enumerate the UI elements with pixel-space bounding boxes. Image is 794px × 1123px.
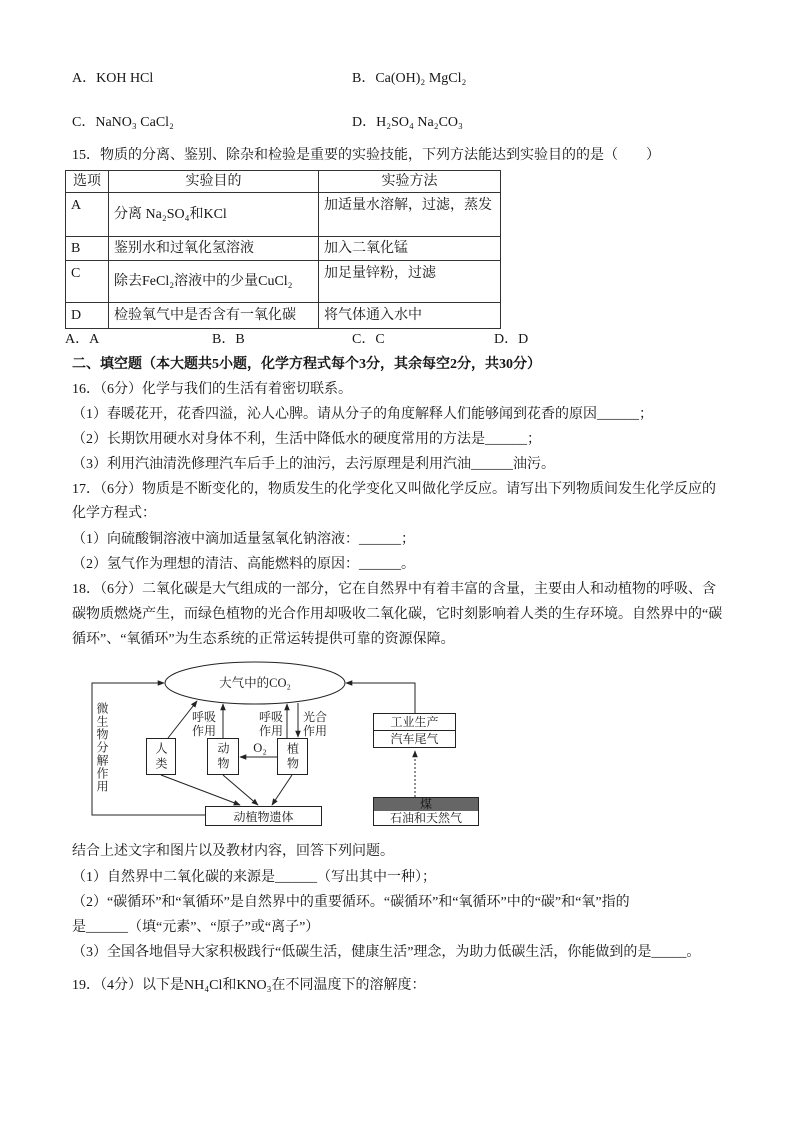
respiration-label: 呼吸作用 (192, 710, 217, 738)
experiment-table (65, 170, 501, 329)
q16-item-3: （3）利用汽油清洗修理汽车后手上的油污，去污原理是利用汽油______油污。 (72, 457, 555, 472)
table-cell-method: 加适量水溶解，过滤，蒸发 (319, 193, 501, 237)
q18-item-2-line-2: 是______（填“元素”、“原子”或“离子”） (72, 920, 320, 935)
oxygen-label: O₂ (253, 741, 267, 755)
table-header-row (66, 171, 501, 193)
q17-item-2: （2）氢气作为理想的清洁、高能燃料的原因：______。 (72, 557, 415, 572)
option-d: D．H₂SO₄ Na₂CO₃ (352, 115, 463, 130)
q19-stem: 19．（4分）以下是NH₄Cl和KNO₃在不同温度下的溶解度： (72, 978, 426, 993)
table-cell-purpose: 鉴别水和过氧化氢溶液 (109, 237, 319, 261)
plants-box (277, 738, 308, 775)
table-cell-purpose: 除去FeCl₂溶液中的少量CuCl₂ (109, 261, 319, 303)
q15-stem: 15．物质的分离、鉴别、除杂和检验是重要的实验技能，下列方法能达到实验目的的是（ ） (72, 148, 660, 163)
exhaust-label: 汽车尾气 (390, 732, 439, 746)
q17-stem-line-2: 化学方程式： (72, 506, 156, 521)
table-cell-option: A (66, 193, 109, 237)
industry-emission-arrow (346, 683, 415, 713)
table-cell-purpose: 分离 Na₂SO₄和KCl (109, 193, 319, 237)
q15-option-b: B．B (212, 332, 245, 347)
table-cell-option: D (66, 303, 109, 329)
decomposition-label: 微生物分解作用 (95, 702, 109, 793)
animals-label: 动物 (216, 741, 230, 772)
table-cell-method: 加入二氧化锰 (319, 237, 501, 261)
q15-option-a: A．A (65, 332, 100, 347)
q15-option-c: C．C (352, 332, 385, 347)
respiration-label: 呼吸作用 (259, 710, 284, 738)
industry-exhaust-box (373, 713, 456, 748)
q17-item-1: （1）向硫酸铜溶液中滴加适量氢氧化钠溶液：______； (72, 532, 415, 547)
q18-stem-line-3: 循环”、“氧循环”为生态系统的正常运转提供可靠的资源保障。 (72, 632, 455, 647)
q17-stem-line-1: 17．（6分）物质是不断变化的，物质发生的化学变化又叫做化学反应。请写出下列物质间发生化学反应的 (72, 482, 716, 497)
animals-box (207, 738, 239, 775)
table-cell-purpose: 检验氧气中是否含有一氧化碳 (109, 303, 319, 329)
table-cell-method: 加足量锌粉，过滤 (319, 261, 501, 303)
coal-label: 煤 (374, 798, 478, 811)
q15-option-d: D．D (494, 332, 529, 347)
photosynthesis-label: 光合作用 (303, 710, 328, 738)
option-c: C．NaNO₃ CaCl₂ (72, 115, 174, 130)
table-row (66, 237, 501, 261)
table-row (66, 303, 501, 329)
q18-item-3: （3）全国各地倡导大家积极践行“低碳生活，健康生活”理念，为助力低碳生活，你能做到的是_____。 (72, 945, 701, 960)
q18-item-1: （1）自然界中二氧化碳的来源是______（写出其中一种）； (72, 870, 436, 885)
humans-box (146, 738, 176, 775)
table-header-option: 选项 (66, 171, 109, 193)
humans-label: 人类 (154, 741, 168, 772)
oil-gas-label: 石油和天然气 (389, 811, 462, 825)
option-a: A．KOH HCl (72, 71, 154, 86)
industry-label: 工业生产 (374, 714, 455, 731)
q18-item-2-line-1: （2）“碳循环”和“氧循环”是自然界中的重要循环。“碳循环”和“氧循环”中的“碳”和“氧”指的 (72, 895, 630, 910)
remains-box (205, 806, 322, 826)
q16-item-1: （1）春暖花开，花香四溢，沁人心脾。请从分子的角度解释人们能够闻到花香的原因______； (72, 407, 653, 422)
option-b: B．Ca(OH)₂ MgCl₂ (352, 71, 467, 86)
section-heading: 二、填空题（本大题共5小题，化学方程式每个3分，其余每空2分，共30分） (72, 357, 541, 372)
table-header-purpose: 实验目的 (109, 171, 319, 193)
plant-remains-arrow (272, 775, 292, 805)
table-header-method: 实验方法 (319, 171, 501, 193)
q16-item-2: （2）长期饮用硬水对身体不利，生活中降低水的硬度常用的方法是______； (72, 432, 541, 447)
atmosphere-label: 大气中的CO₂ (219, 676, 291, 690)
q18-stem-line-1: 18．（6分）二氧化碳是大气组成的一部分，它在自然界中有着丰富的含量，主要由人和动植物的呼吸、含 (72, 582, 716, 597)
plants-label: 植物 (285, 741, 300, 772)
table-cell-method: 将气体通入水中 (319, 303, 501, 329)
q18-stem-line-2: 碳物质燃烧产生，而绿色植物的光合作用却吸收二氧化碳，它时刻影响着人类的生存环境。自然界中的“碳 (72, 607, 723, 622)
table-row (66, 261, 501, 303)
q18-intro: 结合上述文字和图片以及教材内容，回答下列问题。 (72, 844, 394, 859)
table-cell-option: B (66, 237, 109, 261)
remains-label: 动植物遗体 (233, 809, 294, 824)
fossil-fuel-box (373, 797, 479, 826)
q16-stem: 16．（6分）化学与我们的生活有着密切联系。 (72, 382, 352, 397)
carbon-cycle-diagram (80, 658, 484, 830)
table-row (66, 193, 501, 237)
table-cell-option: C (66, 261, 109, 303)
